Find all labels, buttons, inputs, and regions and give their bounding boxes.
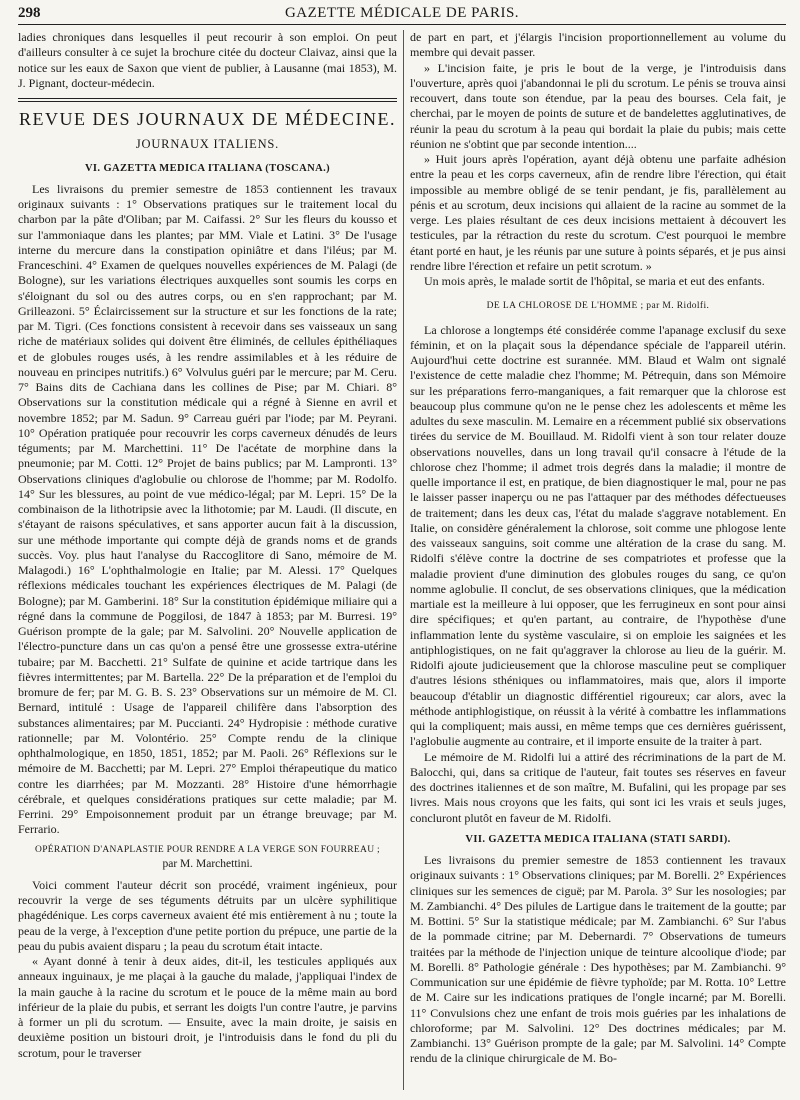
chlorose-paragraph-2: Le mémoire de M. Ridolfi lui a attiré des récriminations de la part de M. Balocchi, qui, dans sa critique de l'auteur, fait toutes ses réserves en faveur des doctrines italiennes et de son maître, M. Bufalini, qui les propage par ses livres. Mais nous croyons que les faits, qui sont ici les vrais et seuls juges, concluront plutôt en faveur de M. Ridolfi. — [410, 749, 786, 825]
journal-heading-vi: VI. GAZETTA MEDICA ITALIANA (TOSCANA.) — [84, 162, 331, 174]
journal-heading-vii: VII. GAZETTA MEDICA ITALIANA (STATI SARDI). — [465, 833, 731, 845]
operation-outcome: Un mois après, le malade sortit de l'hôpital, se maria et eut des enfants. — [424, 274, 765, 288]
continuation-paragraph: ladies chroniques dans lesquelles il peut recourir à son emploi. On peut d'ailleurs consulter à ce sujet la brochure citée du docteur Claivaz, ainsi que la notice sur les eaux de Saxon que vient de publier, à Lausanne (mai 1853), M. J. Pignant, docteur-médecin. — [18, 30, 397, 90]
subsection-title: JOURNAUX ITALIENS. — [135, 137, 280, 152]
section-divider-double — [18, 101, 397, 102]
section-title: REVUE DES JOURNAUX DE MÉDECINE. — [19, 109, 396, 129]
operation-heading-author: par M. Marchettini. — [162, 857, 253, 870]
operation-paragraph-2: « Ayant donné à tenir à deux aides, dit-il, les testicules appliqués aux anneaux inguinaux, je me plaçai à la gauche du malade, j'appliquai l'index de la main gauche à la racine du scrotum et le pouce de la même main au bord inférieur de la plaie du pubis, et serrant les doigts l'un contre l'autre, je parvins à former un pli du scrotum. — Ensuite, avec la main droite, je saisis en deuxième position un bistouri droit, je l'introduisis dans le fond du pli du scrotum, pour le traverser — [18, 954, 397, 1060]
page-number: 298 — [18, 5, 41, 21]
left-column — [18, 30, 397, 1096]
column-rule — [403, 30, 404, 1090]
operation-quote-3: » Huit jours après l'opération, ayant déjà obtenu une parfaite adhésion entre la peau et les corps caverneux, afin de rendre libre l'érection, qui était impossible au membre obligé de se tenir pendant, je fis, parallèlement au pénis et au scrotum, deux incisions qui allaient de la racine au sommet de la verge. Les plaies résultant de ces deux incisions mettaient à découvert les testicules, par la rétraction du reste du scrotum. C'est pourquoi le membre étant porté en haut, je les réunis par une suture à points séparés, et je pus ainsi rendre libre l'érection et refaire un petit scrotum. » — [410, 152, 786, 273]
running-title: GAZETTE MÉDICALE DE PARIS. — [284, 5, 520, 21]
chlorose-paragraph-1: La chlorose a longtemps été considérée comme l'apanage exclusif du sexe féminin, et on la plaçait sous la dépendance spéciale de l'appareil utérin. Aujourd'hui cette doctrine est surannée. MM. Blaud et Walm ont signalé l'existence de cette maladie chez l'homme; M. Pétrequin, dans son Mémoire sur les préparations ferro-manganiques, a fait remarquer que la chlorose est beaucoup plus commune qu'on ne le pense chez les adolescents et même les adultes du sexe masculin. M. Lemaire en a récemment publié six observations tirées du service de M. Bouillaud. M. Ridolfi vient à son tour relater douze observations nouvelles, dans un long travail qu'il consacre à l'étude de la chlorose chez l'homme; il admet trois degrés dans la maladie; il montre de quelle importance il est, en pratique, de bien diagnostiquer le mal, pour ne pas le laisser passer inaperçu ou ne pas l'attaquer par des méthodes défectueuses de traitement; dans les deux cas, l'état du malade s'aggrave notablement. En Italie, on considère généralement la chlorose, soit comme une phlogose lente des vaisseaux sanguins, soit comme une altération de la crase du sang. M. Ridolfi s'élève contre la doctrine de ses compatriotes et professe que la maladie provient d'une diminution des globules rouges du sang, ce qu'on nomme aglobulie. Il conclut, de ses observations cliniques, que la médication martiale est la meilleure à lui opposer, que les ferrugineux en sont pour ainsi dire spécifiques; et qu'en partant, au contraire, de l'hypothèse d'une inflammation lente du système vasculaire, si on emploie les saignées et les antiphlogistiques, on ne fait qu'aggraver la chlorose au lieu de la guérir. M. Ridolfi ajoute judicieusement que la chlorose masculine peut se compliquer d'autres lésions sthéniques ou inflammatoires, mais que, alors il importe beaucoup d'établir un diagnostic différentiel rigoureux; car alors, avec la méthode antiphlogistique, on réussit à la vérité à combattre les inflammations qui la compliquent; mais aussi, en même temps que ces dernières guérissent, l'aglobulie augmente au contraire, et il importe ensuite de la traiter à part. — [410, 322, 786, 749]
section-divider — [18, 98, 397, 99]
operation-paragraph-1: Voici comment l'auteur décrit son procédé, vraiment ingénieux, pour recouvrir la verge de ses téguments détruits par un ulcère syphilitique phagédénique. Les corps caverneux avaient été mis entièrement à nu ; toute la peau de la verge, à l'exception d'une petite portion du prépuce, une partie de la peau du pubis avaient disparu ; la peau du scrotum était intacte. — [18, 877, 397, 953]
chlorose-heading: DE LA CHLOROSE DE L'HOMME ; par M. Ridolfi. — [486, 301, 710, 312]
journal-vii-paragraph: Les livraisons du premier semestre de 1853 contiennent les travaux originaux suivants : 1° Observations cliniques; par M. Borelli. 2° Expériences cliniques sur les semences de ciguë; par M. Parola. 3° Sur les nosologies; par M. Zambianchi. 4° Des pilules de Lartigue dans le traitement de la goutte; par M. Bottini. 5° Sur la statistique médicale; par M. Zambianchi. 6° Sur l'abus de la pommade citrine; par M. Debernardi. 7° Observations de tumeurs traitées par la méthode de l'injection unique de teinture alcoolique d'iode; par M. Borelli. 8° Pathologie générale : Des hypothèses; par M. Zambianchi. 9° Communication sur une épidémie de fièvre typhoïde; par M. Rotta. 10° Lettre de M. Caire sur les indications pratiques de l'ongle incarné; par M. Borelli. 11° Convulsions chez une enfant de trois mois guéries par les inhalations de chloroforme; par M. Salvolini. 12° Des doctrines médicales; par M. Zambianchi. 13° Guérison prompte de la gale; par M. Salvolini. 14° Compte rendu de la clinique chirurgicale de M. Bo- — [410, 853, 786, 1066]
running-header — [18, 4, 786, 25]
operation-quote-2: » L'incision faite, je pris le bout de la verge, je l'introduisis dans l'ouverture, après quoi j'abandonnai le pli du scrotum. Le pénis se trouva ainsi recouvert, dans toute son étendue, par la peau des bourses. Cela fait, je cherchai, par le moyen de points de suture et de bandelettes agglutinatives, de réunir la peau du scrotum à la peau qui bordait la plaie du pubis; mais cette réunion ne s'obtint que par seconde intention.... — [410, 60, 786, 151]
operation-continuation: de part en part, et j'élargis l'incision proportionnellement au volume du membre qui devait passer. — [410, 30, 786, 60]
journal-vi-paragraph: Les livraisons du premier semestre de 1853 contiennent les travaux originaux suivants : 1° Observations pratiques sur le traitement local du charbon par la pâte d'Oliban; par M. Caifassi. 2° Sur les fleurs du kousso et sur l'ammoniaque dans les plantes; par MM. Viale et Latini. 3° De l'usage interne du mercure dans la constipation opiniâtre et dans l'iléus; par M. Franceschini. 4° Examen de quelques nouvelles expériences de M. Palagi (de Bologne), sur les variations électriques auxquelles sont soumis les corps en s'éloignant du sol ou des autres corps, ou en s'en rapprochant; par M. Grilleazoni. 5° Éclaircissement sur la structure et sur les fonctions de la rate; par M. Tigri. (Ces fonctions consistent à recevoir dans ses vaisseaux un sang riche de matériaux solides qui doivent être éliminés, de cellules épithéliaques et de globules rouges usés, à les rendre assimilables et à les réduire de nouveau en principes nutritifs.) 6° Volvulus guéri par le mercure; par M. Ceru. 7° Bains dits de Cachiana dans les collines de Pise; par M. Chiari. 8° Observations sur la constitution médicale qui a régné à Sienne en avril et novembre 1852; par M. Sadun. 9° Carreau guéri par l'iode; par M. Peyrani. 10° Opération pratiquée pour recouvrir les corps caverneux dénudés de leurs téguments; par M. Marchettini. 11° De l'acétate de morphine dans la pneumonie; par M. Cotti. 12° Projet de bains publics; par M. Lampronti. 13° Observations cliniques d'aglobulie ou chlorose de l'homme; par M. Rodolfo. 14° Sur les blessures, au point de vue médico-légal; par M. Lepri. 15° De la combinaison de la lithotripsie avec la lithotomie; par M. Laudi. (Il discute, en s'étayant de raisons spéculatives, et sans apporter aucun fait à la discussion, sur une méthode importante qui compte déjà de grands noms et de grands succès. Voy. plus haut l'analyse du Raccoglitore di Sano, mémoire de M. Malagodi.) 16° L'ophthalmologie en Italie; par M. Alessi. 17° Quelques réflexions médicales touchant les expériences électriques de M. Palagi (de Bologne); par M. Gamberini. 18° Sur la constitution épidémique miliaire qui a régné dans la commune de Poggilosi, de 1847 à 1853; par M. Burresi. 19° Guérison prompte de la gale; par M. Salvolini. 20° Nouvelle application de l'électro-puncture dans un cas qu'on a pensé être une grossesse extra-utérine tubaire; par M. Bacchetti. 21° Sulfate de quinine et acide tartrique dans les fièvres intermittentes; par M. Bartella. 22° De la préparation et de l'emploi du bromure de fer; par M. G. B. S. 23° Observations sur un mémoire de M. Cl. Bernard, intitulé : Usage de l'appareil chilifère dans l'absorption des substances alimentaires; par M. Puccianti. 24° Hydropisie : méthode curative rationnelle; par M. Volontério. 25° Compte rendu de la clinique ophthalmologique, en 1850, 1851, 1852; par M. Paoli. 26° Réflexions sur le mémoire de M. Bacchetti; par M. Lepri. 27° Emploi thérapeutique du matico contre les diarrhées; par M. Mozzanti. 28° Histoire d'une hémorrhagie cérébrale, et quelques considérations pratiques sur cette maladie; par M. Ferrini. 29° Empoisonnement produit par un étrange breuvage; par M. Ferrario. — [18, 181, 397, 837]
operation-heading: OPÉRATION D'ANAPLASTIE POUR RENDRE A LA VERGE SON FOURREAU ; — [35, 844, 380, 855]
right-column — [410, 30, 786, 1096]
